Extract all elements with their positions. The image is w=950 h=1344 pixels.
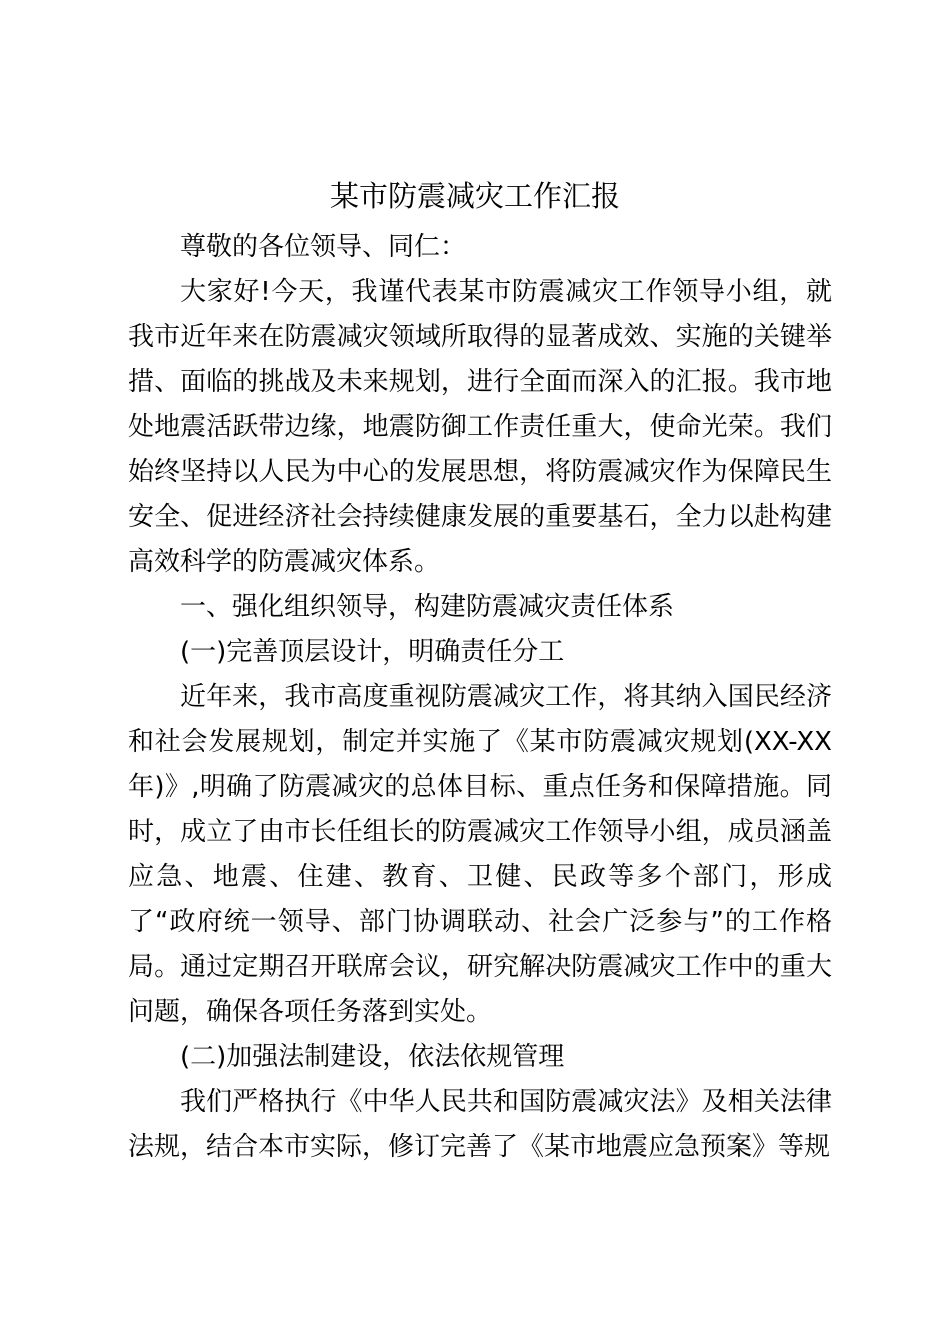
paragraph-intro: 大家好!今天，我谨代表某市防震减灾工作领导小组，就我市近年来在防震减灾领域所取得的显著成效、实施的关键举措、面临的挑战及未来规划，进行全面而深入的汇报。我市地处地震活跃带边缘，地震防御工作责任重大，使命光荣。我们始终坚持以人民为中心的发展思想，将防震减灾作为保障民生安全、促进经济社会持续健康发展的重要基石，全力以赴构建高效科学的防震减灾体系。 xyxy=(128,277,832,577)
salutation: 尊敬的各位领导、同仁： xyxy=(180,232,467,262)
subsection-heading-1: (一)完善顶层设计，明确责任分工 xyxy=(180,637,565,667)
document-body xyxy=(128,225,832,1170)
paragraph-section-1-1: 近年来，我市高度重视防震减灾工作，将其纳入国民经济和社会发展规划，制定并实施了《某市防震减灾规划(XX-XX年)》,明确了防震减灾的总体目标、重点任务和保障措施。同时，成立了由市长任组长的防震减灾工作领导小组，成员涵盖应急、地震、住建、教育、卫健、民政等多个部门，形成了“政府统一领导、部门协调联动、社会广泛参与”的工作格局。通过定期召开联席会议，研究解决防震减灾工作中的重大问题，确保各项任务落到实处。 xyxy=(128,682,832,1027)
document-title: 某市防震减灾工作汇报 xyxy=(329,179,620,213)
paragraph-section-1-2: 我们严格执行《中华人民共和国防震减灾法》及相关法律法规，结合本市实际，修订完善了《某市地震应急预案》等规 xyxy=(128,1087,832,1162)
subsection-heading-2: (二)加强法制建设，依法依规管理 xyxy=(180,1042,565,1072)
section-heading-1: 一、强化组织领导，构建防震减灾责任体系 xyxy=(180,592,675,622)
